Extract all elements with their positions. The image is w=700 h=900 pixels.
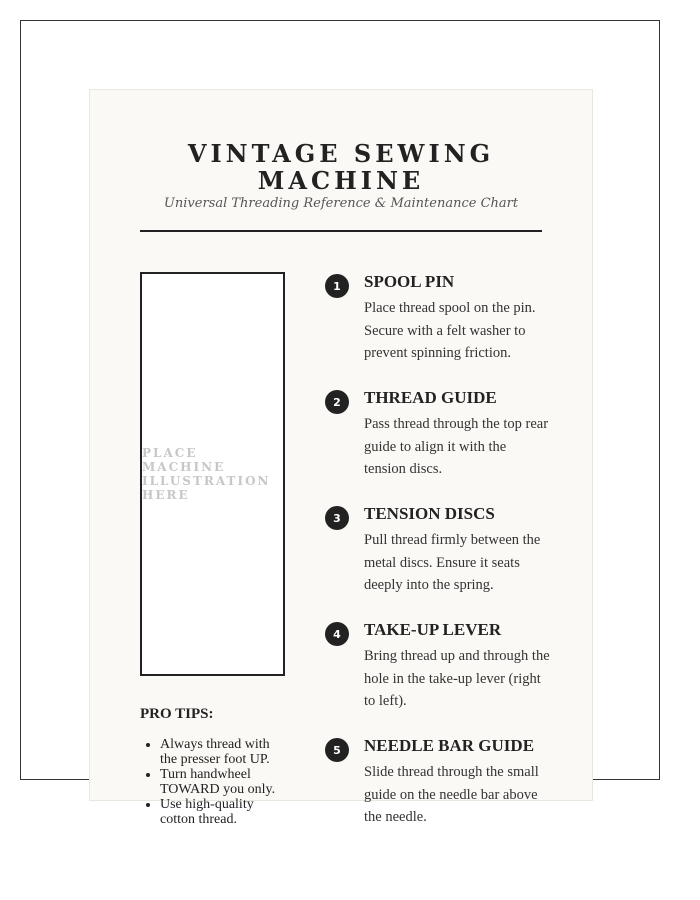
- reference-chart-sheet: [89, 89, 593, 827]
- step-title: TAKE-UP LEVER: [364, 620, 502, 639]
- step-title: TENSION DISCS: [364, 504, 495, 523]
- header-divider: [140, 230, 542, 232]
- page-subtitle: Universal Threading Reference & Maintenance Chart: [163, 196, 519, 211]
- pro-tip-item: • Turn handwheel TOWARD you only.: [160, 767, 290, 797]
- step-number-badge: 2: [325, 390, 349, 414]
- step-description: Place thread spool on the pin. Secure with a felt washer to prevent spinning friction.: [364, 300, 536, 361]
- pro-tips-section: [140, 706, 290, 827]
- page-title: VINTAGE SEWING MACHINE: [187, 139, 495, 195]
- step-number-badge: 5: [325, 738, 349, 762]
- step-title: THREAD GUIDE: [364, 388, 497, 407]
- pro-tip-item: • Use high-quality cotton thread.: [160, 797, 290, 827]
- pro-tip-item: • Always thread with the presser foot UP.: [160, 737, 290, 767]
- step-description: Pull thread firmly between the metal discs. Ensure it seats deeply into the spring.: [364, 532, 541, 593]
- step-title: NEEDLE BAR GUIDE: [364, 736, 535, 755]
- step-spool-pin: [325, 272, 550, 388]
- step-take-up-lever: [325, 620, 550, 736]
- step-description: Slide thread through the small guide on the needle bar above the needle.: [364, 764, 539, 825]
- threading-steps: [325, 272, 550, 852]
- chart-header: [140, 140, 542, 211]
- step-number-badge: 3: [325, 506, 349, 530]
- step-description: Bring thread up and through the hole in the take-up lever (right to left).: [364, 648, 550, 709]
- step-number-badge: 4: [325, 622, 349, 646]
- step-description: Pass thread through the top rear guide to align it with the tension discs.: [364, 416, 549, 477]
- step-tension-discs: [325, 504, 550, 620]
- step-thread-guide: [325, 388, 550, 504]
- step-title: SPOOL PIN: [364, 272, 455, 291]
- pro-tips-heading: PRO TIPS:: [140, 706, 214, 722]
- step-needle-bar-guide: [325, 736, 550, 852]
- illustration-placeholder: [140, 272, 285, 676]
- step-number-badge: 1: [325, 274, 349, 298]
- pro-tips-list: [140, 737, 290, 827]
- illustration-placeholder-text: PLACE MACHINE ILLUSTRATION HERE: [142, 446, 271, 502]
